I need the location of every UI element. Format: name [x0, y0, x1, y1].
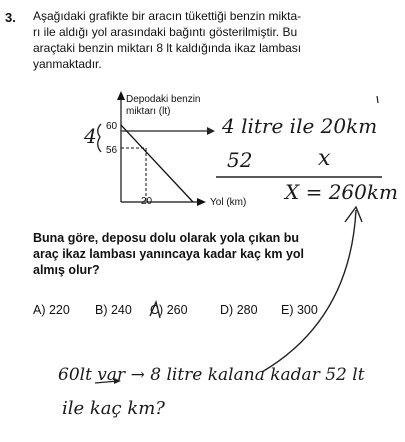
choice-d-letter: D) [220, 303, 234, 317]
hand-line-2a: 52 [227, 148, 253, 172]
prompt-line-2: araç ikaz lambası yanıncaya kadar kaç km yol [33, 247, 305, 261]
hand-bracket-4: 4 [84, 124, 97, 148]
choice-b[interactable] [95, 303, 132, 317]
choice-b-letter: B) [95, 303, 108, 317]
ytick-56: 56 [106, 145, 118, 156]
question-number: 3. [5, 10, 16, 25]
ylabel-line-1: Depodaki benzin [126, 94, 201, 105]
xlabel: Yol (km) [210, 197, 247, 208]
hand-tick [377, 96, 378, 103]
xtick-20: 20 [141, 196, 153, 207]
hand-line-2b: x [318, 146, 331, 171]
choice-d-value: 280 [236, 303, 258, 317]
choice-b-value: 240 [110, 303, 132, 317]
choice-c[interactable] [150, 303, 188, 317]
choice-e[interactable] [281, 303, 318, 317]
choice-c-value: 260 [166, 303, 188, 317]
question-prompt [33, 230, 304, 278]
question-line-2: rı ile aldığı yol arasındaki bağıntı gösterilmiştir. Bu [33, 25, 298, 39]
hand-line-3: X = 260km [285, 180, 398, 204]
choice-c-letter: C) [150, 303, 164, 317]
choice-a-value: 220 [48, 303, 70, 317]
choice-e-letter: E) [281, 303, 294, 317]
choice-a[interactable] [33, 303, 70, 317]
question-line-3: araçtaki benzin miktarı 8 lt kaldığında ikaz lambası [33, 41, 302, 55]
prompt-line-1: Buna göre, deposu dolu olarak yola çıkan bu [33, 231, 300, 245]
question-line-4: yanmaktadır. [33, 57, 102, 71]
hand-line-1: 4 litre ile 20km [222, 114, 378, 138]
choice-d[interactable] [220, 303, 258, 317]
hand-bottom-1: 60lt var → 8 litre kalana kadar 52 lt [58, 365, 365, 385]
question-line-1: Aşağıdaki grafikte bir aracın tükettiği benzin mikta- [33, 9, 302, 23]
choice-a-letter: A) [33, 303, 46, 317]
hand-curve-arrow-head [345, 207, 362, 222]
ytick-60: 60 [106, 121, 118, 132]
ylabel-line-2: miktarı (lt) [126, 106, 171, 117]
choice-e-value: 300 [296, 303, 318, 317]
prompt-line-3: almış olur? [33, 263, 100, 277]
brace-mark [98, 124, 101, 152]
hand-bottom-2: ile kaç km? [62, 398, 165, 419]
hand-arrow-right-head [207, 127, 215, 135]
